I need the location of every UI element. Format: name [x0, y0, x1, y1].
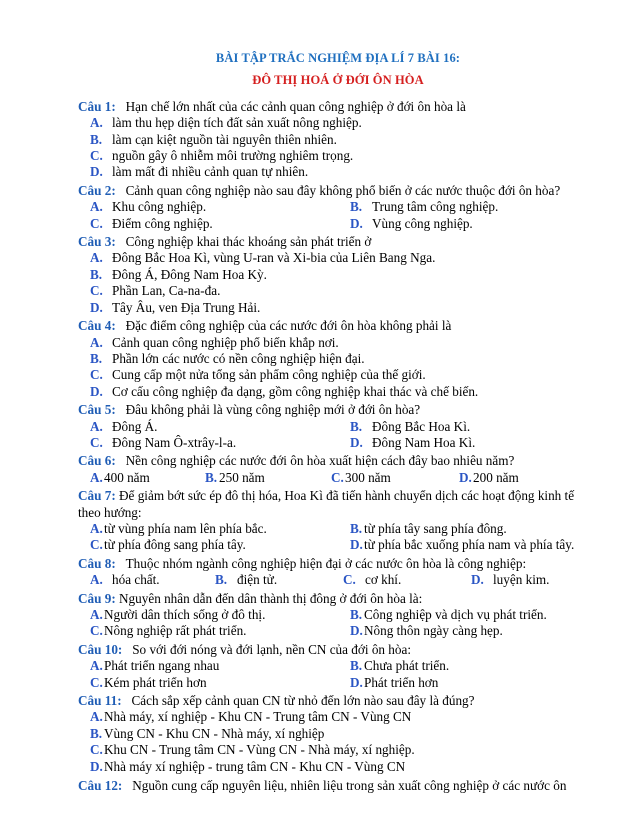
option-a[interactable]: A. Đông Bắc Hoa Kì, vùng U-ran và Xi-bia của Liên Bang Nga.	[90, 250, 436, 266]
option-d[interactable]: D.Phát triển hơn	[350, 674, 439, 690]
option-a[interactable]: A. hóa chất.	[90, 572, 160, 588]
question-12	[78, 778, 598, 794]
question-text: Cảnh quan công nghiệp nào sau đây không phổ biến ở các nước thuộc đới ôn hòa?	[125, 182, 561, 198]
option-d[interactable]: D.200 năm	[459, 469, 519, 485]
option-b[interactable]: B. Chưa phát triển.	[350, 658, 450, 674]
option-b[interactable]: B. Đông Bắc Hoa Kì.	[350, 418, 471, 434]
option-a[interactable]: A.từ vùng phía nam lên phía bắc.	[90, 520, 267, 536]
question-6	[78, 453, 598, 486]
question-text: Thuộc nhóm ngành công nghiệp hiện đại ở các nước ôn hòa là công nghiệp:	[125, 555, 527, 571]
option-b[interactable]: B. Đông Á, Đông Nam Hoa Kỳ.	[90, 266, 267, 282]
question-text: So với đới nóng và đới lạnh, nền CN của đới ôn hòa:	[132, 641, 412, 657]
question-4	[78, 318, 598, 400]
question-label: Câu 6:	[78, 453, 116, 469]
question-11	[78, 693, 598, 775]
option-c[interactable]: C. Cung cấp một nửa tổng sản phẩm công nghiệp của thế giới.	[90, 367, 426, 383]
option-b[interactable]: B. 250 năm	[205, 469, 265, 485]
option-a[interactable]: A. Cảnh quan công nghiệp phổ biến khắp nơi.	[90, 334, 339, 350]
option-c[interactable]: C. Đông Nam Ô-xtrây-l-a.	[90, 434, 237, 450]
question-3	[78, 234, 598, 316]
question-5	[78, 402, 598, 451]
option-d[interactable]: D. làm mất đi nhiều cảnh quan tự nhiên.	[90, 164, 309, 180]
option-b[interactable]: B. Phần lớn các nước có nền công nghiệp hiện đại.	[90, 350, 365, 366]
option-d[interactable]: D.Nhà máy xí nghiệp - trung tâm CN - Khu CN - Vùng CN	[90, 758, 406, 774]
option-a[interactable]: A. làm thu hẹp diện tích đất sản xuất nông nghiệp.	[90, 115, 362, 131]
option-c[interactable]: C. cơ khí.	[343, 572, 402, 588]
question-text: Đâu không phải là vùng công nghiệp mới ở đới ôn hòa?	[125, 402, 421, 418]
option-c[interactable]: C.Nông nghiệp rất phát triển.	[90, 623, 247, 639]
question-text: Nguyên nhân dẫn đến dân thành thị đông ở đới ôn hòa là:	[119, 590, 423, 606]
option-a[interactable]: A.Phát triển ngang nhau	[90, 658, 220, 674]
option-c[interactable]: C.từ phía đông sang phía tây.	[90, 537, 246, 553]
question-label: Câu 9:	[78, 590, 116, 606]
option-d[interactable]: D. Vùng công nghiệp.	[350, 215, 473, 231]
question-text: Đặc điểm công nghiệp của các nước đới ôn hòa không phải là	[125, 318, 452, 334]
option-b[interactable]: B. làm cạn kiệt nguồn tài nguyên thiên nhiên.	[90, 131, 337, 147]
question-label: Câu 11:	[78, 693, 122, 709]
option-d[interactable]: D. Cơ cấu công nghiệp đa dạng, gồm công nghiệp khai thác và chế biến.	[90, 383, 479, 399]
question-text: Để giảm bớt sức ép đô thị hóa, Hoa Kì đã tiến hành chuyển dịch các hoạt động kinh tế theo hướng:	[78, 488, 575, 520]
option-c[interactable]: C. nguồn gây ô nhiễm môi trường nghiêm trọng.	[90, 148, 354, 164]
option-d[interactable]: D. luyện kim.	[471, 572, 550, 588]
worksheet	[78, 36, 598, 794]
worksheet-subtitle: ĐÔ THỊ HOÁ Ở ĐỚI ÔN HÒA	[252, 73, 424, 88]
question-7	[78, 488, 598, 554]
option-a[interactable]: A.400 năm	[90, 469, 150, 485]
option-c[interactable]: C.Khu CN - Trung tâm CN - Vùng CN - Nhà máy, xí nghiệp.	[90, 742, 415, 758]
option-d[interactable]: D. Đông Nam Hoa Kì.	[350, 434, 476, 450]
option-a[interactable]: A.Nhà máy, xí nghiệp - Khu CN - Trung tâm CN - Vùng CN	[90, 709, 412, 725]
option-c[interactable]: C.Kém phát triển hơn	[90, 674, 207, 690]
question-label: Câu 7:	[78, 488, 116, 504]
question-label: Câu 2:	[78, 182, 116, 198]
question-text: Nguồn cung cấp nguyên liệu, nhiên liệu trong sản xuất công nghiệp ở các nước ôn	[132, 778, 567, 794]
question-text: Công nghiệp khai thác khoáng sản phát triển ở	[125, 234, 372, 250]
option-b[interactable]: B. điện tử.	[215, 572, 278, 588]
question-label: Câu 5:	[78, 402, 116, 418]
question-label: Câu 3:	[78, 234, 116, 250]
question-label: Câu 10:	[78, 641, 123, 657]
option-c[interactable]: C. Phần Lan, Ca-na-đa.	[90, 283, 221, 299]
question-1	[78, 99, 598, 181]
question-text: Nền công nghiệp các nước đới ôn hòa xuất hiện cách đây bao nhiêu năm?	[125, 453, 515, 469]
question-label: Câu 8:	[78, 555, 116, 571]
question-9	[78, 591, 598, 640]
question-label: Câu 1:	[78, 98, 116, 114]
question-label: Câu 4:	[78, 318, 116, 334]
option-d[interactable]: D.từ phía bắc xuống phía nam và phía tây.	[350, 537, 575, 553]
question-2	[78, 183, 598, 232]
option-b[interactable]: B. Công nghiệp và dịch vụ phát triển.	[350, 607, 547, 622]
question-8	[78, 556, 598, 589]
question-label: Câu 12:	[78, 778, 123, 794]
question-10	[78, 642, 598, 691]
option-b[interactable]: B. từ phía tây sang phía đông.	[350, 520, 507, 536]
option-d[interactable]: D.Nông thôn ngày càng hẹp.	[350, 623, 503, 639]
worksheet-title: BÀI TẬP TRẮC NGHIỆM ĐỊA LÍ 7 BÀI 16:	[215, 51, 461, 65]
option-a[interactable]: A. Đông Á.	[90, 418, 158, 434]
question-text: Cách sắp xếp cảnh quan CN từ nhỏ đến lớn nào sau đây là đúng?	[131, 693, 475, 709]
question-text: Hạn chế lớn nhất của các cảnh quan công nghiệp ở đới ôn hòa là	[125, 98, 466, 114]
option-c[interactable]: C.300 năm	[331, 469, 391, 485]
option-a[interactable]: A. Khu công nghiệp.	[90, 199, 207, 215]
option-a[interactable]: A.Người dân thích sống ở đô thị.	[90, 607, 266, 622]
option-b[interactable]: B. Trung tâm công nghiệp.	[350, 199, 499, 215]
option-b[interactable]: B. Vùng CN - Khu CN - Nhà máy, xí nghiệp	[90, 725, 325, 741]
option-c[interactable]: C. Điểm công nghiệp.	[90, 215, 213, 231]
option-d[interactable]: D. Tây Âu, ven Địa Trung Hải.	[90, 299, 261, 315]
